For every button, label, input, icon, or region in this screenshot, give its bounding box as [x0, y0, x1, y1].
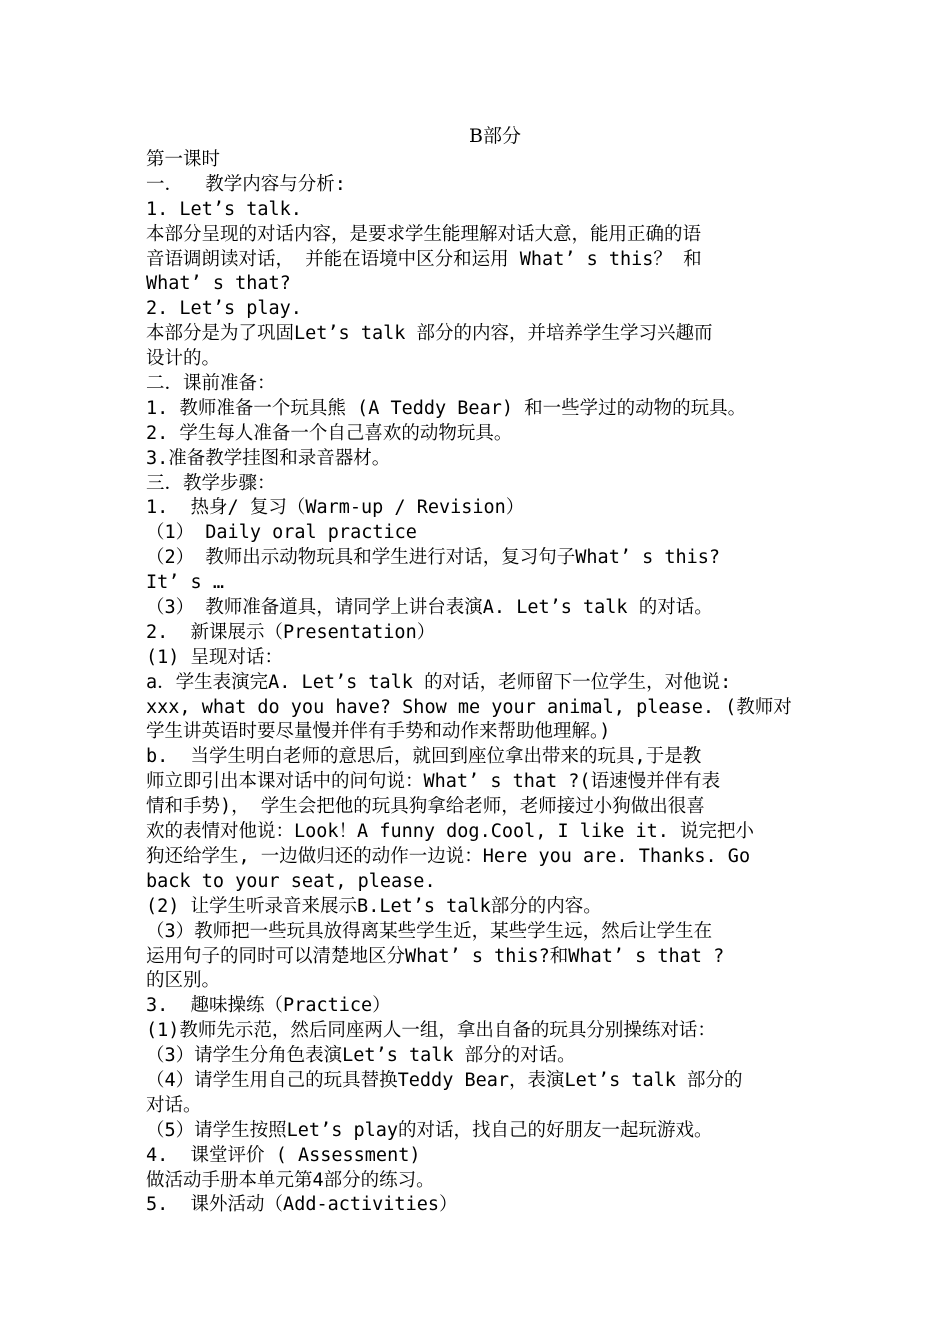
text-line: 三．教学步骤：: [146, 472, 276, 494]
text-line: b. 当学生明白老师的意思后，就回到座位拿出带来的玩具,于是教: [146, 746, 702, 768]
text-line: （3） 教师准备道具，请同学上讲台表演A. Let’s talk 的对话。: [146, 597, 713, 619]
text-line: 2. 新课展示（Presentation）: [146, 621, 436, 643]
text-line: 第一课时: [146, 149, 221, 170]
document-body: [146, 148, 816, 1218]
text-line: 4. 课堂评价 ( Assessment): [146, 1144, 421, 1166]
text-line: (2) 让学生听录音来展示B.Let’s talk部分的内容。: [146, 895, 602, 917]
text-line: （5）请学生按照Let’s play的对话，找自己的好朋友一起玩游戏。: [146, 1119, 713, 1141]
text-line: 一． 教学内容与分析:: [146, 173, 346, 195]
text-line: 情和手势)， 学生会把他的玩具狗拿给老师，老师接过小狗做出很喜: [146, 796, 705, 818]
text-line: 学生讲英语时要尽量慢并伴有手势和动作来帮助他理解。): [146, 721, 611, 743]
text-line: 5. 课外活动（Add-activities）: [146, 1194, 458, 1216]
text-line: back to your seat, please.: [146, 870, 436, 892]
text-line: 二．课前准备：: [146, 373, 276, 395]
text-line: 1. 教师准备一个玩具熊 (A Teddy Bear) 和一些学过的动物的玩具。: [146, 397, 747, 419]
text-line: 设计的。: [146, 348, 221, 370]
text-line: 2. Let’s play.: [146, 298, 302, 320]
text-line: 1. 热身/ 复习（Warm-up / Revision）: [146, 497, 525, 519]
text-line: （1） Daily oral practice: [146, 522, 417, 544]
text-line: 3.准备教学挂图和录音器材。: [146, 447, 391, 469]
text-line: (1)教师先示范，然后同座两人一组，拿出自备的玩具分别操练对话：: [146, 1020, 716, 1042]
text-line: 狗还给学生, 一边做归还的动作一边说：Here you are. Thanks. Go: [146, 845, 751, 867]
text-line: 师立即引出本课对话中的问句说：What’ s that ?(语速慢并伴有表: [146, 771, 721, 793]
text-line: What’ s that?: [146, 273, 291, 295]
text-line: 3. 趣味操练（Practice）: [146, 995, 391, 1017]
text-line: xxx, what do you have? Show me your animal, please. (教师对: [146, 696, 792, 718]
text-line: （4）请学生用自己的玩具替换Teddy Bear，表演Let’s talk 部分的: [146, 1069, 743, 1091]
text-line: 本部分呈现的对话内容，是要求学生能理解对话大意，能用正确的语: [146, 223, 702, 245]
text-line: 欢的表情对他说：Look！A funny dog.Cool, I like it. 说完把小: [146, 821, 755, 843]
text-line: 2. 学生每人准备一个自己喜欢的动物玩具。: [146, 422, 513, 444]
text-line: (1) 呈现对话：: [146, 646, 284, 668]
text-line: （3）请学生分角色表演Let’s talk 部分的对话。: [146, 1045, 576, 1067]
text-line: （2） 教师出示动物玩具和学生进行对话，复习句子What’ s this?: [146, 547, 721, 569]
text-line: 对话。: [146, 1094, 202, 1116]
text-line: 运用句子的同时可以清楚地区分What’ s this?和What’ s that ?: [146, 945, 725, 967]
text-line: 1. Let’s talk.: [146, 198, 302, 220]
text-line: 做活动手册本单元第4部分的练习。: [146, 1169, 435, 1191]
text-line: 音语调朗读对话， 并能在语境中区分和运用 What’ s this？ 和: [146, 248, 702, 270]
text-line: 本部分是为了巩固Let’s talk 部分的内容，并培养学生学习兴趣而: [146, 323, 713, 345]
text-line: a．学生表演完A. Let’s talk 的对话，老师留下一位学生，对他说:: [146, 671, 732, 693]
text-line: 的区别。: [146, 970, 221, 992]
text-line: （3）教师把一些玩具放得离某些学生近，某些学生远，然后让学生在: [146, 920, 713, 942]
section-title: B部分: [469, 125, 521, 147]
text-line: It’ s …: [146, 572, 224, 594]
